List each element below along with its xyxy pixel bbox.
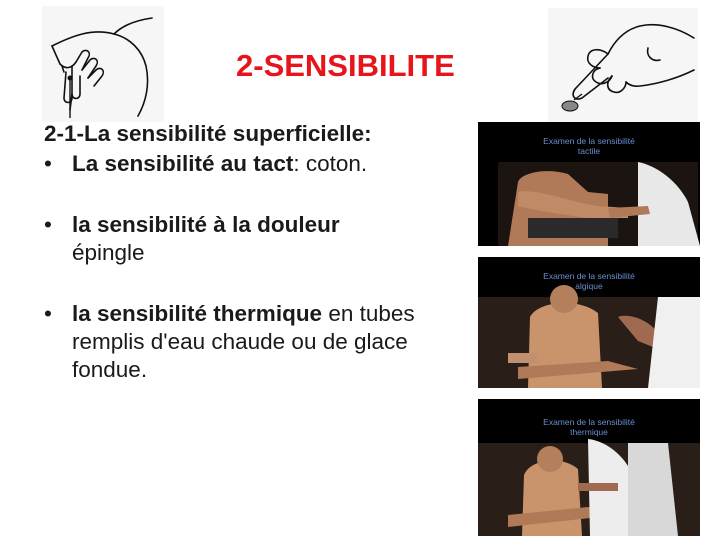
hand-cotton-icon: [548, 8, 698, 126]
thumb3-caption-line1: Examen de la sensibilité: [543, 417, 635, 427]
thumb1-caption-line2: tactile: [577, 146, 601, 156]
video-thumbnail-thermique: [478, 399, 700, 536]
bullet-douleur: [44, 211, 464, 267]
bullet-douleur-bold: la sensibilité à la douleur: [72, 212, 340, 237]
thumb2-caption-line1: Examen de la sensibilité: [543, 271, 635, 281]
hand-pin-icon: [42, 6, 164, 122]
bullet-douleur-rest: épingle: [72, 240, 145, 265]
video-thumbnail-tactile: [478, 122, 700, 246]
thumb1-caption-line1: Examen de la sensibilité: [543, 136, 635, 146]
slide-title: 2-SENSIBILITE: [236, 48, 455, 83]
bullet-dot: •: [44, 301, 52, 326]
subheading: 2-1-La sensibilité superficielle:: [44, 121, 372, 146]
thumb2-caption-line2: algique: [575, 281, 603, 291]
bullet-thermique-bold: la sensibilité thermique: [72, 301, 323, 326]
bullet-tact-rest: : coton.: [293, 151, 368, 176]
bullet-tact-bold: La sensibilité au tact: [72, 151, 294, 176]
thumb3-caption-line2: thermique: [570, 427, 608, 437]
video-thumbnail-algique: [478, 257, 700, 388]
bullet-dot: •: [44, 151, 52, 176]
bullet-tact: [44, 150, 464, 178]
bullet-thermique: [44, 300, 464, 384]
slide-body: [44, 120, 464, 384]
bullet-thermique-rest: en tubes remplis d'eau chaude ou de glace fondue.: [72, 301, 415, 382]
bullet-dot: •: [44, 212, 52, 237]
